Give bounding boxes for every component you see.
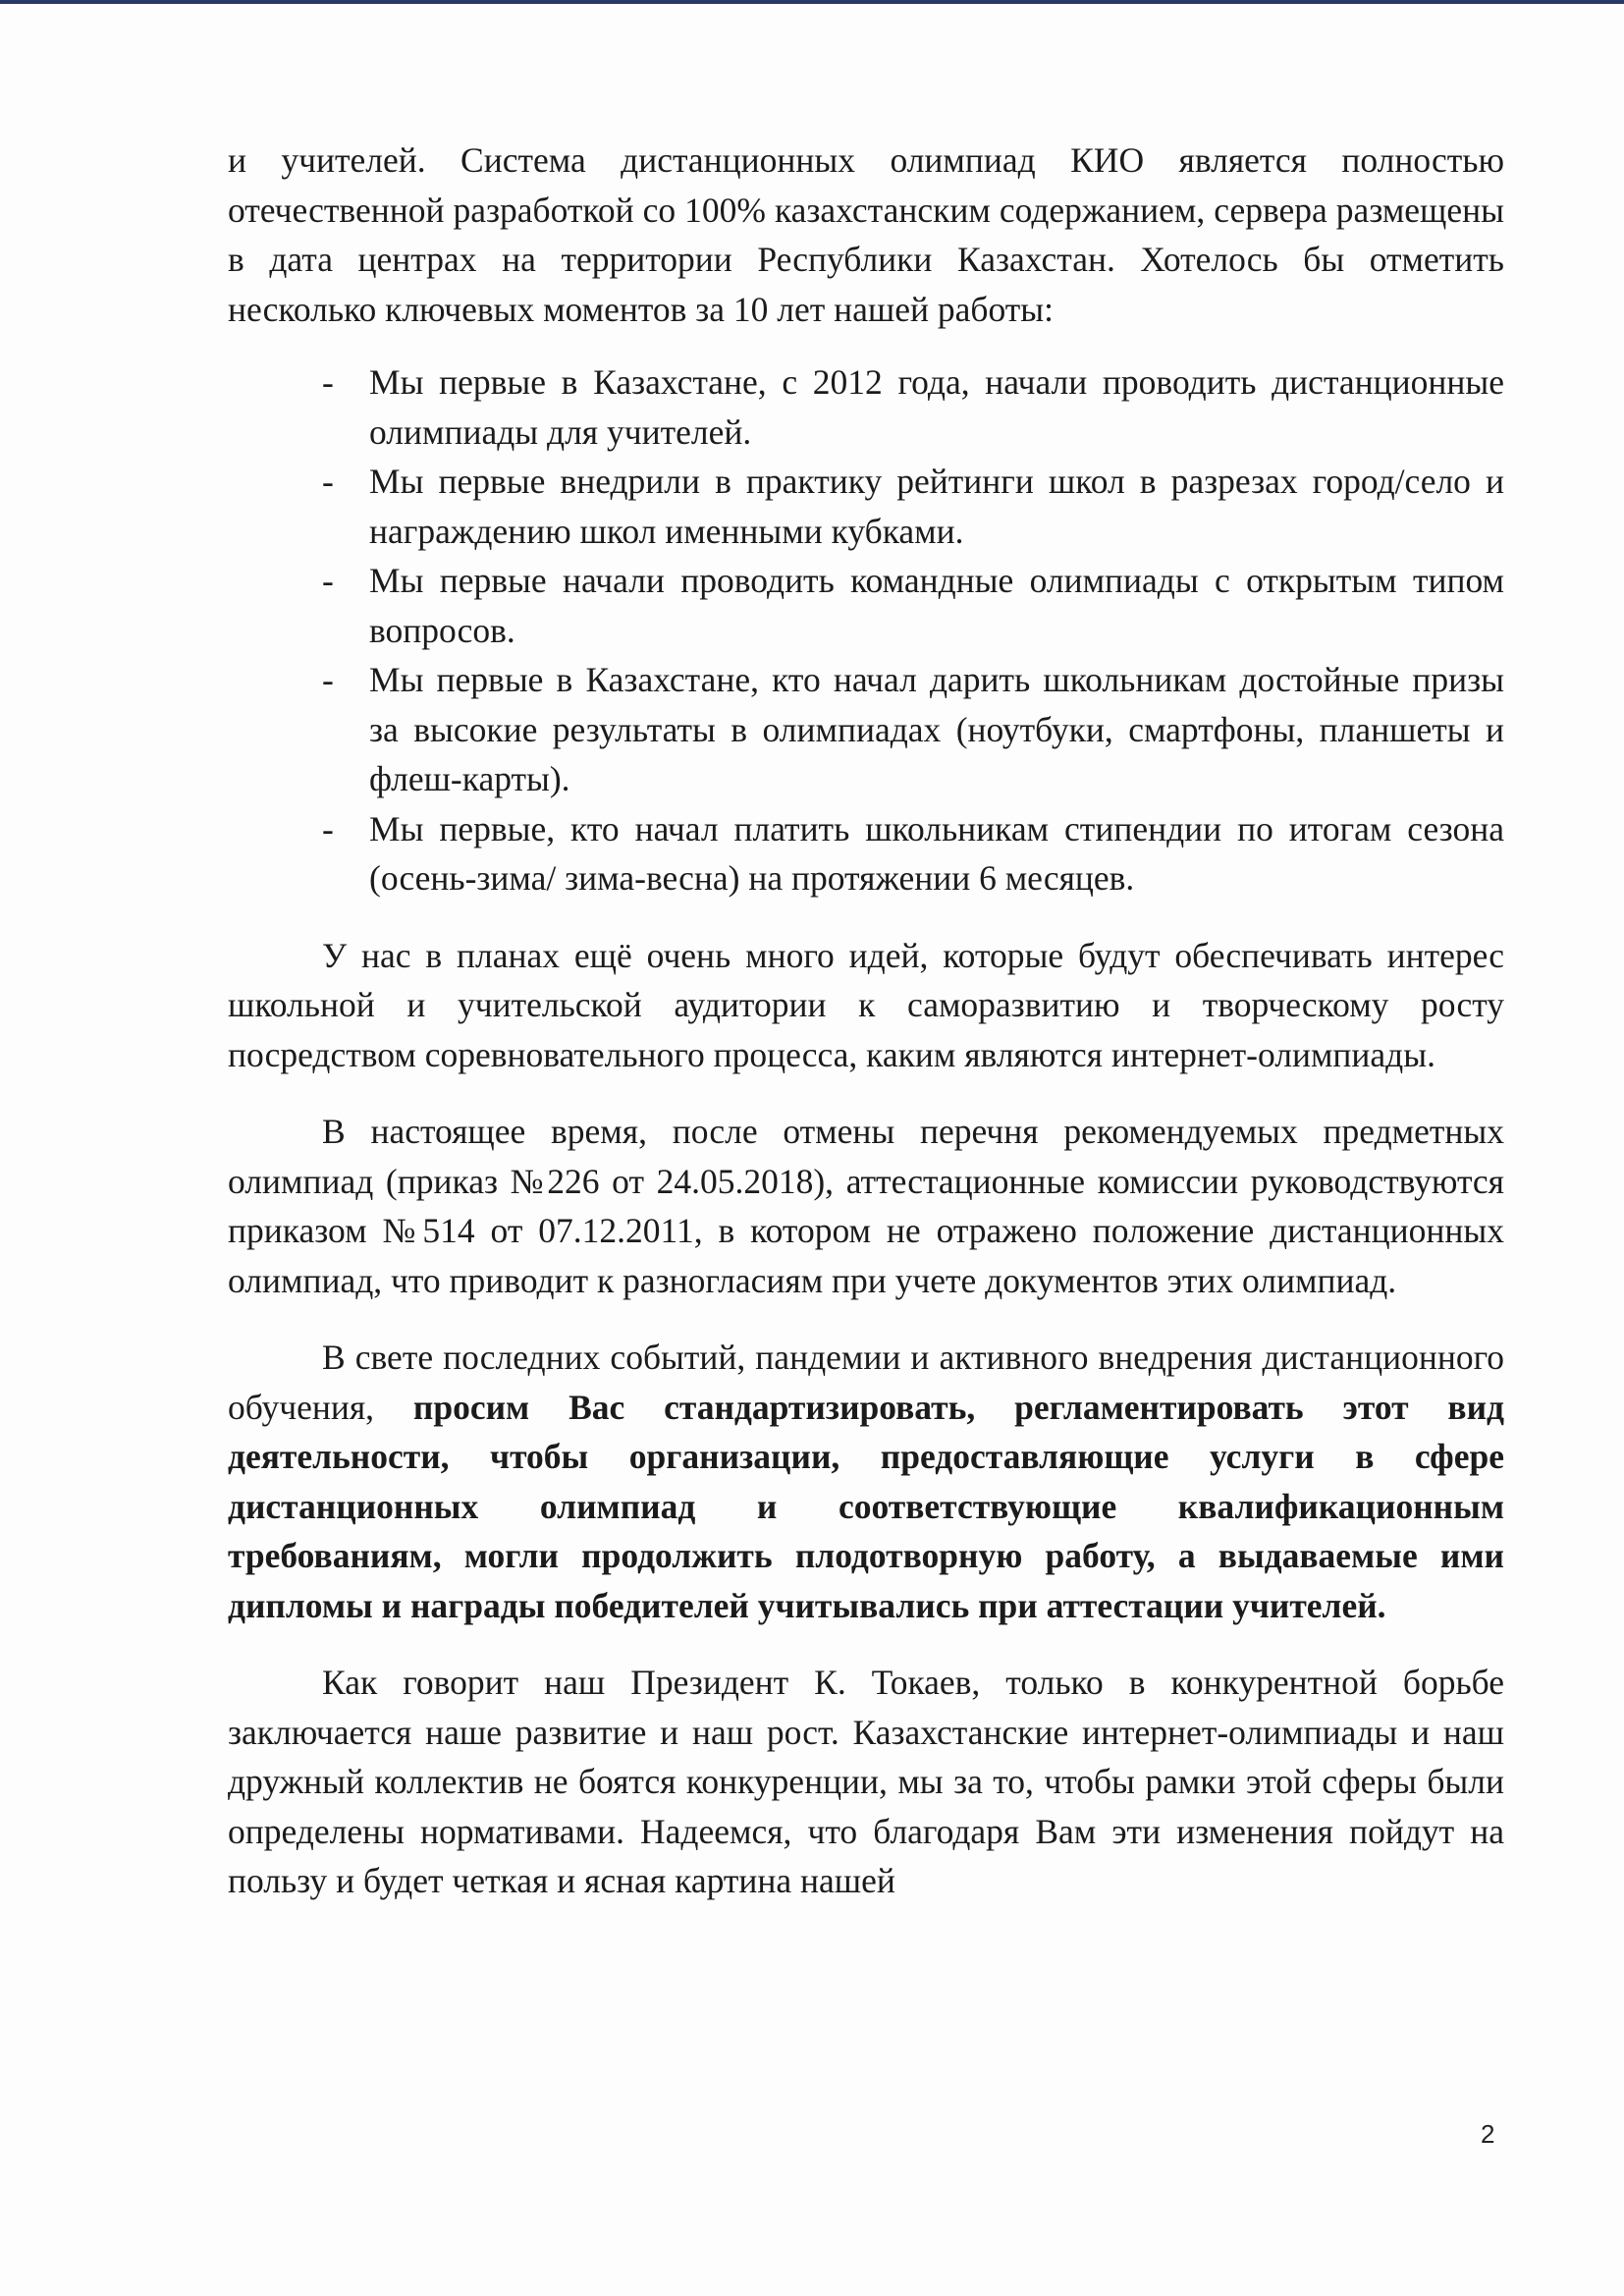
paragraph-request <box>228 1333 1504 1630</box>
paragraph-president-quote: Как говорит наш Президент К. Токаев, только в конкурентной борьбе заключается наше развитие и наш рост. Казахстанские интернет-олимпиады и наш дружный коллектив не боятся конкуренции, мы за то, чтобы рамки этой сферы были определены нормативами. Надеемся, что благодаря Вам эти изменения пойдут на пользу и будет четкая и ясная картина нашей <box>228 1663 1504 1900</box>
page-number: 2 <box>1481 2119 1495 2149</box>
bullet-marker: - <box>322 462 334 501</box>
paragraph-plans: У нас в планах ещё очень много идей, которые будут обеспечивать интерес школьной и учительской аудитории к саморазвитию и творческому росту посредством соревновательного процесса, каким являются интернет-олимпиады. <box>228 935 1504 1074</box>
list-item-text: Мы первые внедрили в практику рейтинги школ в разрезах город/село и награждению школ именными кубками. <box>369 462 1504 551</box>
bullet-marker: - <box>322 808 334 848</box>
request-intro-text: В свете последних событий, пандемии и активного внедрения дистанционного обучения, <box>228 1338 1504 1427</box>
bullet-marker: - <box>322 362 334 402</box>
list-item <box>322 357 1504 457</box>
achievements-list <box>228 357 1504 903</box>
list-item <box>322 556 1504 655</box>
list-item <box>322 655 1504 804</box>
list-item <box>322 804 1504 903</box>
paragraph-current-situation: В настоящее время, после отмены перечня рекомендуемых предметных олимпиад (приказ №226 от 24.05.2018), аттестационные комиссии руководствуются приказом №514 от 07.12.2011, в котором не отражено положение дистанционных олимпиад, что приводит к разногласиям при учете документов этих олимпиад. <box>228 1112 1504 1300</box>
bullet-marker: - <box>322 561 334 600</box>
list-item <box>322 457 1504 556</box>
request-bold-text: просим Вас стандартизировать, регламентировать этот вид деятельности, чтобы организации, предоставляющие услуги в сфере дистанционных олимпиад и соответствующие квалификационным требованиям, могли продолжить плодотворную работу, а выдаваемые ими дипломы и награды победителей учитывались при аттестации учителей. <box>228 1387 1504 1625</box>
paragraph-intro: и учителей. Система дистанционных олимпиад КИО является полностью отечественной разработкой со 100% казахстанским содержанием, сервера размещены в дата центрах на территории Республики Казахстан. Хотелось бы отметить несколько ключевых моментов за 10 лет нашей работы: <box>228 140 1504 329</box>
list-item-text: Мы первые в Казахстане, кто начал дарить школьникам достойные призы за высокие результаты в олимпиадах (ноутбуки, смартфоны, планшеты и флеш-карты). <box>369 660 1504 798</box>
list-item-text: Мы первые в Казахстане, с 2012 года, начали проводить дистанционные олимпиады для учителей. <box>369 362 1504 452</box>
bullet-marker: - <box>322 660 334 699</box>
list-item-text: Мы первые начали проводить командные олимпиады с открытым типом вопросов. <box>369 561 1504 650</box>
list-item-text: Мы первые, кто начал платить школьникам стипендии по итогам сезона (осень-зима/ зима-весна) на протяжении 6 месяцев. <box>369 808 1504 898</box>
